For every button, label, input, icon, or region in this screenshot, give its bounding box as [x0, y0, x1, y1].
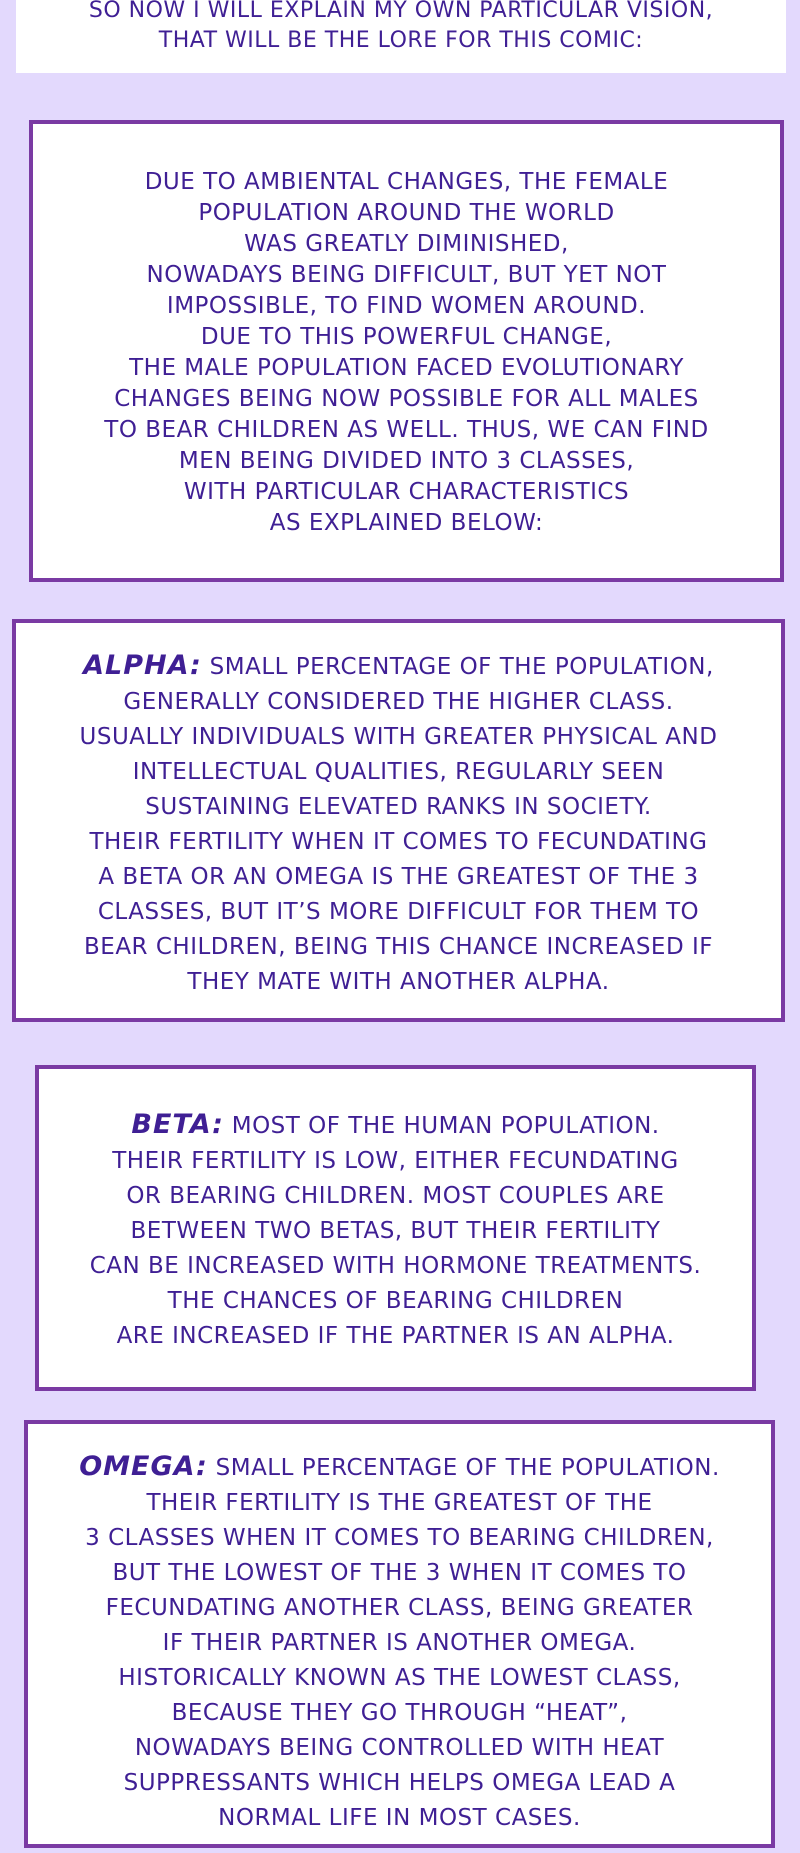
alpha-description-text: SMALL PERCENTAGE OF THE POPULATION, GENERALLY CONSIDERED THE HIGHER CLASS. USUALLY INDIVIDUALS WITH GREATER PHYSICAL AND INTELLECTUAL QUALITIES, REGULARLY SEEN SUSTAINING ELEVATED RANKS IN SOCIETY. THEIR FERTILITY WHEN IT COMES TO FECUNDATING A BETA OR AN OMEGA IS THE GREATEST OF THE 3 CLASSES, BUT IT’S MORE DIFFICULT FOR THEM TO BEAR CHILDREN, BEING THIS CHANCE INCREASED IF THEY MATE WITH ANOTHER ALPHA.	[79, 654, 718, 995]
alpha-class-name: ALPHA:	[83, 650, 202, 681]
omega-description-paragraph	[28, 1449, 771, 1836]
beta-caption-box	[35, 1065, 756, 1391]
intro-caption-text: DUE TO AMBIENTAL CHANGES, THE FEMALE POPULATION AROUND THE WORLD WAS GREATLY DIMINISHED, NOWADAYS BEING DIFFICULT, BUT YET NOT IMPOSSIBLE, TO FIND WOMEN AROUND. DUE TO THIS POWERFUL CHANGE, THE MALE POPULATION FACED EVOLUTIONARY CHANGES BEING NOW POSSIBLE FOR ALL MALES TO BEAR CHILDREN AS WELL. THUS, WE CAN FIND MEN BEING DIVIDED INTO 3 CLASSES, WITH PARTICULAR CHARACTERISTICS AS EXPLAINED BELOW:	[104, 169, 709, 536]
beta-description-text: MOST OF THE HUMAN POPULATION. THEIR FERTILITY IS LOW, EITHER FECUNDATING OR BEARING CHILDREN. MOST COUPLES ARE BETWEEN TWO BETAS, BUT THEIR FERTILITY CAN BE INCREASED WITH HORMONE TREATMENTS. THE CHANCES OF BEARING CHILDREN ARE INCREASED IF THE PARTNER IS AN ALPHA.	[89, 1113, 702, 1349]
omega-description-text: SMALL PERCENTAGE OF THE POPULATION. THEIR FERTILITY IS THE GREATEST OF THE 3 CLASSES WHEN IT COMES TO BEARING CHILDREN, BUT THE LOWEST OF THE 3 WHEN IT COMES TO FECUNDATING ANOTHER CLASS, BEING GREATER IF THEIR PARTNER IS ANOTHER OMEGA. HISTORICALLY KNOWN AS THE LOWEST CLASS, BECAUSE THEY GO THROUGH “HEAT”, NOWADAYS BEING CONTROLLED WITH HEAT SUPPRESSANTS WHICH HELPS OMEGA LEAD A NORMAL LIFE IN MOST CASES.	[85, 1455, 720, 1831]
intro-caption-box	[29, 120, 784, 582]
omega-class-name: OMEGA:	[79, 1451, 208, 1482]
omega-caption-box	[24, 1420, 775, 1848]
beta-description-paragraph	[39, 1107, 752, 1354]
alpha-description-paragraph	[16, 648, 781, 1000]
header-caption-text: SO NOW I WILL EXPLAIN MY OWN PARTICULAR VISION, THAT WILL BE THE LORE FOR THIS COMIC:	[88, 0, 714, 53]
header-caption-box	[16, 0, 786, 73]
beta-class-name: BETA:	[131, 1109, 224, 1140]
alpha-caption-box	[12, 619, 785, 1022]
